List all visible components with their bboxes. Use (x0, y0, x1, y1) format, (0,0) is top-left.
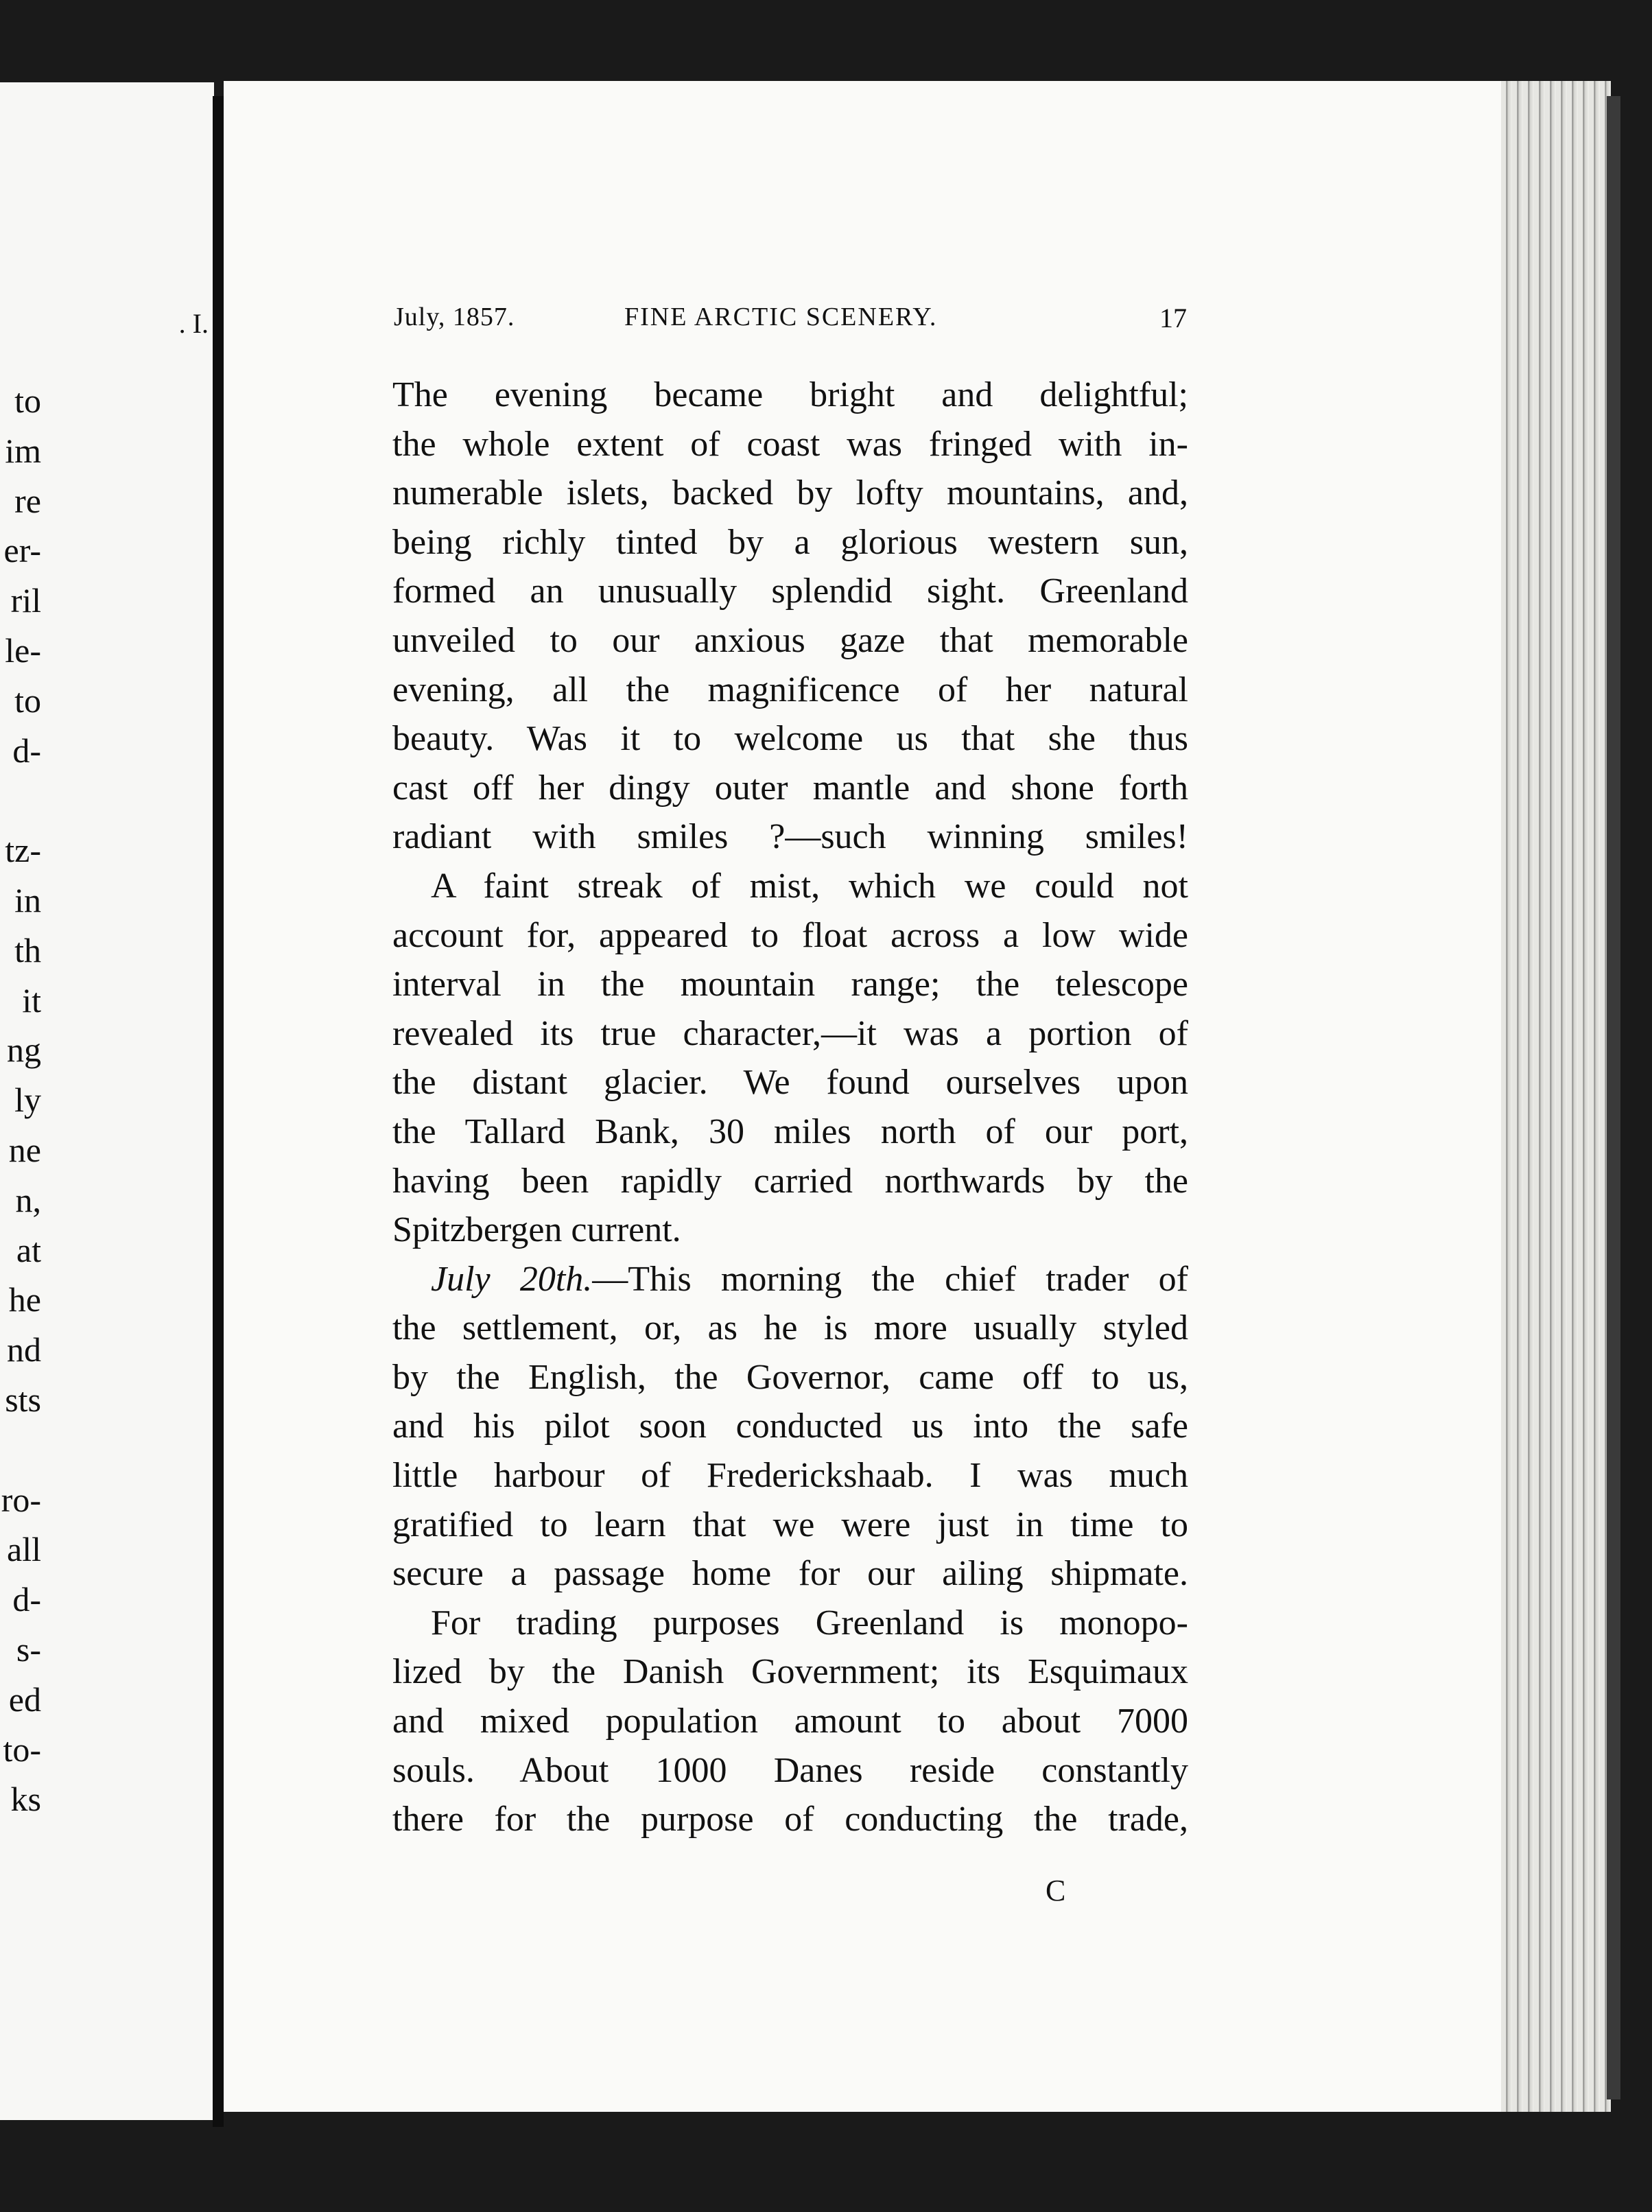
text-line: beauty. Was it to welcome us that she thus (392, 719, 1188, 759)
text-line: the Tallard Bank, 30 miles north of our port, (392, 1111, 1188, 1151)
text-line: interval in the mountain range; the telescope (392, 965, 1188, 1004)
text-line: being richly tinted by a glorious western sun, (392, 522, 1188, 562)
text-line: cast off her dingy outer mantle and shone forth (392, 768, 1188, 808)
left-page-line-fragment: im (5, 431, 41, 470)
text-line: unveiled to our anxious gaze that memorable (392, 620, 1188, 660)
left-page-line-fragment: in (14, 880, 41, 919)
dated-entry-line (392, 1255, 1188, 1304)
text-line: souls. About 1000 Danes reside constantly (392, 1750, 1188, 1790)
page-edges (1501, 81, 1611, 2112)
left-page-line-fragment (0, 1425, 41, 1475)
text-line: having been rapidly carried northwards by the (392, 1161, 1188, 1201)
text-line: the distant glacier. We found ourselves upon (392, 1063, 1188, 1103)
text-line: Spitzbergen current. (392, 1210, 681, 1250)
text-line: there for the purpose of conducting the trade, (392, 1800, 1188, 1839)
left-page-line-fragment: to (14, 381, 41, 420)
signature-mark: C (1046, 1874, 1066, 1907)
left-page-line-fragment: to- (3, 1730, 41, 1769)
left-page-line-fragment: d- (12, 1580, 41, 1619)
text-line: radiant with smiles ?—such winning smiles! (392, 817, 1188, 857)
running-head-title: FINE ARCTIC SCENERY. (624, 303, 938, 331)
text-line: the settlement, or, as he is more usually styled (392, 1308, 1188, 1348)
running-head (394, 302, 1187, 336)
left-page-line-fragment: n, (15, 1180, 41, 1219)
text-line: secure a passage home for our ailing shipmate. (392, 1554, 1188, 1594)
left-page-line-endings (0, 376, 41, 1824)
left-page-line-fragment: d- (12, 731, 41, 770)
text-line: lized by the Danish Government; its Esquimaux (392, 1652, 1188, 1692)
left-page-line-fragment: ed (8, 1680, 41, 1719)
previous-page (0, 82, 214, 2120)
text-line: the whole extent of coast was fringed with in- (392, 424, 1188, 464)
left-page-line-fragment: nd (7, 1330, 41, 1369)
left-page-line-fragment: sts (5, 1380, 41, 1419)
page-number: 17 (1159, 303, 1187, 333)
left-page-line-fragment: ks (10, 1780, 41, 1819)
left-page-line-fragment: he (8, 1280, 41, 1319)
left-page-line-fragment: s- (16, 1629, 41, 1669)
text-line: and his pilot soon conducted us into the safe (392, 1407, 1188, 1446)
text-line: evening, all the magnificence of her natural (392, 670, 1188, 709)
text-line: formed an unusually splendid sight. Greenland (392, 572, 1188, 611)
left-page-line-fragment: ly (14, 1081, 41, 1120)
left-page-line-fragment (0, 775, 41, 825)
left-page-line-fragment: it (22, 980, 41, 1020)
text-line: —This morning the chief trader of (592, 1259, 1188, 1299)
left-page-line-fragment: ne (8, 1130, 41, 1169)
text-line: revealed its true character,—it was a portion of (392, 1013, 1188, 1053)
running-head-date: July, 1857. (394, 303, 515, 331)
left-page-line-fragment: all (7, 1530, 41, 1569)
text-line: For trading purposes Greenland is monopo- (431, 1603, 1188, 1643)
date-heading: July 20th. (431, 1259, 593, 1299)
text-line: The evening became bright and delightful; (392, 375, 1188, 414)
left-page-line-fragment: re (14, 481, 41, 520)
left-page-line-fragment: ro- (1, 1480, 41, 1519)
left-page-line-fragment: er- (3, 531, 41, 570)
left-page-line-fragment: to (14, 681, 41, 720)
left-page-line-fragment: at (16, 1230, 41, 1269)
text-line: by the English, the Governor, came off to us, (392, 1357, 1188, 1397)
body-text (392, 370, 1188, 1844)
left-page-line-fragment: ril (10, 581, 41, 620)
left-page-line-fragment: th (14, 930, 41, 969)
text-line: numerable islets, backed by lofty mountains, and, (392, 473, 1188, 513)
left-page-header-fragment: . I. (178, 308, 209, 339)
left-page-line-fragment: le- (5, 631, 41, 670)
book-gutter (213, 96, 224, 2127)
left-page-line-fragment: ng (7, 1031, 41, 1070)
text-line: and mixed population amount to about 7000 (392, 1702, 1188, 1741)
text-line: little harbour of Frederickshaab. I was much (392, 1456, 1188, 1496)
left-page-line-fragment: tz- (5, 831, 41, 870)
text-line: A faint streak of mist, which we could not (431, 866, 1188, 906)
text-line: gratified to learn that we were just in time to (392, 1505, 1188, 1544)
text-line: account for, appeared to float across a low wide (392, 915, 1188, 955)
page-edge-shadow (1607, 96, 1620, 2099)
